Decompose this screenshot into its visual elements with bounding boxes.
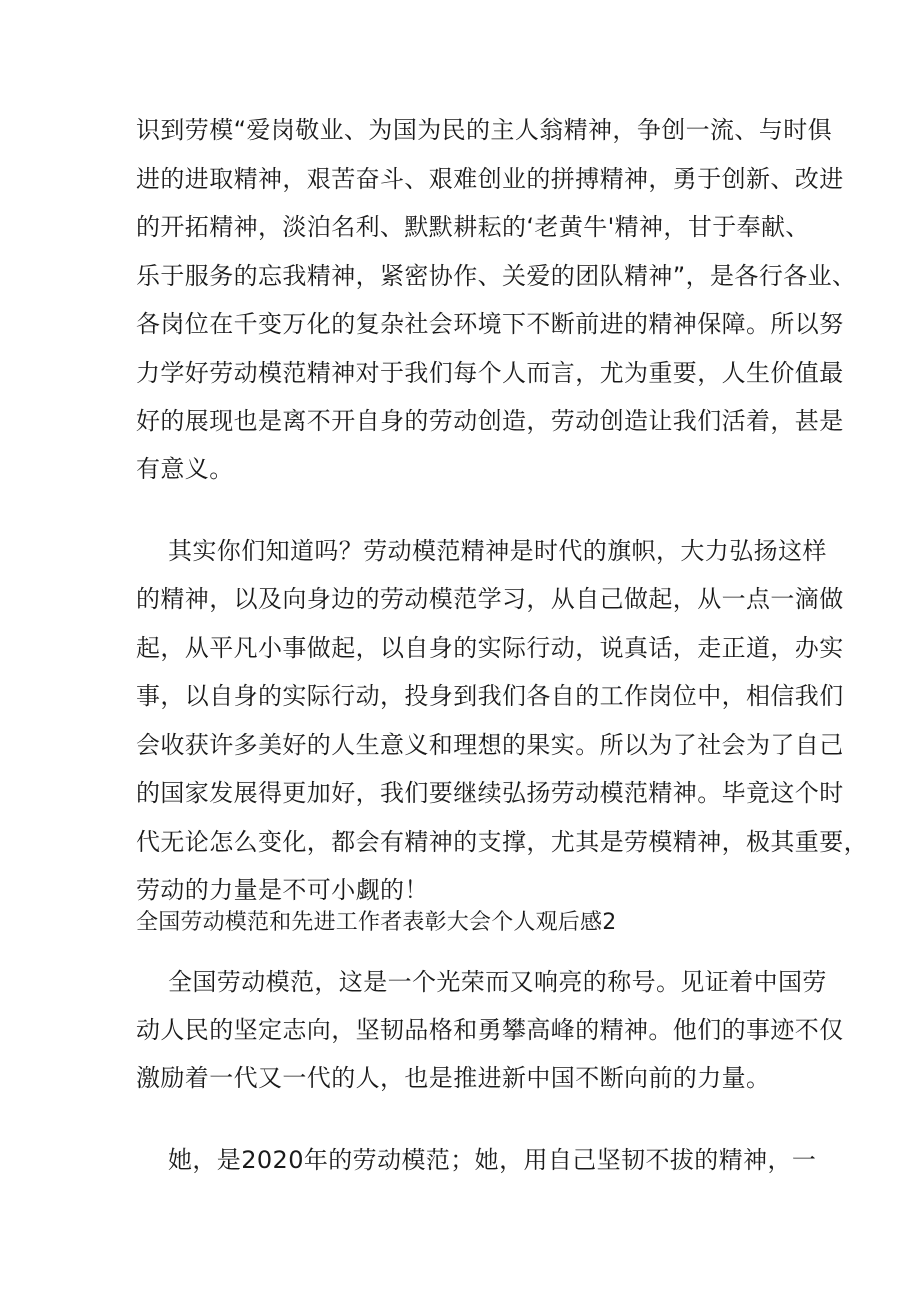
paragraph-line: 动人民的坚定志向，坚韧品格和勇攀高峰的精神。他们的事迹不仅 bbox=[136, 1016, 844, 1044]
paragraph-line: 全国劳动模范，这是一个光荣而又响亮的称号。见证着中国劳 bbox=[168, 968, 827, 996]
paragraph-line: 各岗位在千变万化的复杂社会环境下不断前进的精神保障。所以努 bbox=[136, 310, 844, 338]
paragraph-line: 的精神，以及向身边的劳动模范学习，从自己做起，从一点一滴做 bbox=[136, 585, 844, 613]
paragraph-line: 有意义。 bbox=[136, 455, 234, 483]
paragraph-line: 激励着一代又一代的人，也是推进新中国不断向前的力量。 bbox=[136, 1064, 771, 1092]
paragraph-line: 乐于服务的忘我精神，紧密协作、关爱的团队精神”，是各行各业、 bbox=[136, 262, 857, 290]
paragraph-line: 识到劳模“爱岗敬业、为国为民的主人翁精神，争创一流、与时俱 bbox=[136, 116, 833, 144]
paragraph-line: 其实你们知道吗？劳动模范精神是时代的旗帜，大力弘扬这样 bbox=[168, 537, 827, 565]
paragraph-line: 她，是2020年的劳动模范；她，用自己坚韧不拔的精神，一 bbox=[168, 1146, 817, 1174]
paragraph-line: 代无论怎么变化，都会有精神的支撑，尤其是劳模精神，极其重要， bbox=[136, 828, 868, 856]
paragraph-line: 会收获许多美好的人生意义和理想的果实。所以为了社会为了自己 bbox=[136, 731, 844, 759]
section-heading: 全国劳动模范和先进工作者表彰大会个人观后感2 bbox=[136, 910, 617, 935]
paragraph-line: 事，以自身的实际行动，投身到我们各自的工作岗位中，相信我们 bbox=[136, 682, 844, 710]
paragraph-line: 的国家发展得更加好，我们要继续弘扬劳动模范精神。毕竟这个时 bbox=[136, 779, 844, 807]
paragraph-line: 起，从平凡小事做起，以自身的实际行动，说真话，走正道，办实 bbox=[136, 634, 844, 662]
paragraph-line: 的开拓精神，淡泊名利、默默耕耘的‘老黄牛'精神，甘于奉献、 bbox=[136, 213, 810, 241]
paragraph-line: 好的展现也是离不开自身的劳动创造，劳动创造让我们活着，甚是 bbox=[136, 407, 844, 435]
paragraph-line: 力学好劳动模范精神对于我们每个人而言，尤为重要，人生价值最 bbox=[136, 359, 844, 387]
paragraph-line: 劳动的力量是不可小觑的！ bbox=[136, 876, 429, 904]
paragraph-line: 进的进取精神，艰苦奋斗、艰难创业的拼搏精神，勇于创新、改进 bbox=[136, 165, 844, 193]
